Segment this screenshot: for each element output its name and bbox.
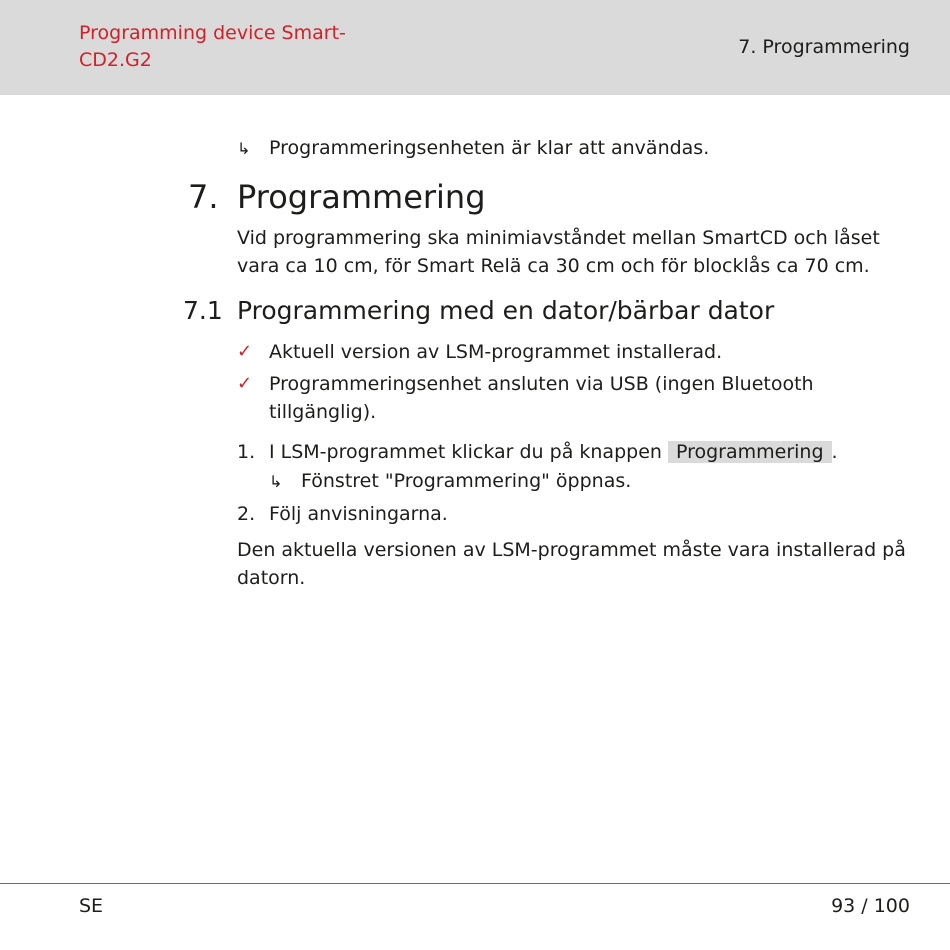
step-2 (237, 500, 917, 528)
section-7-paragraph: Vid programmering ska minimiavståndet mellan SmartCD och låset vara ca 10 cm, för Smart Relä ca 30 cm och för blocklås ca 70 cm. (237, 227, 880, 277)
checkmark-icon: ✓ (237, 341, 253, 362)
step-1 (237, 438, 917, 466)
header-section-label: 7. Programmering (738, 36, 910, 58)
section-71-title: Programmering med en dator/bärbar dator (237, 296, 775, 325)
prerequisite-item (237, 338, 857, 366)
section-7-title: Programmering (237, 178, 486, 216)
step-number: 1. (237, 441, 256, 463)
section-7-number: 7. (188, 178, 219, 216)
page-header (0, 0, 950, 95)
section-71-note: Den aktuella versionen av LSM-programmet måste vara installerad på datorn. (237, 539, 906, 589)
footer-divider (0, 883, 950, 884)
step-1-text: I LSM-programmet klickar du på knappen (269, 441, 668, 463)
step-2-text: Följ anvisningarna. (269, 503, 448, 525)
step-1-result (269, 469, 949, 494)
prerequisite-text: Aktuell version av LSM-programmet installerad. (269, 341, 723, 363)
step-number: 2. (237, 503, 256, 525)
prerequisite-item (237, 370, 857, 426)
intro-result-text: Programmeringsenheten är klar att användas. (269, 137, 710, 159)
footer-page-number: 93 / 100 (831, 895, 910, 917)
step-1-punctuation: . (831, 441, 838, 463)
footer-language: SE (79, 895, 104, 917)
section-71-number: 7.1 (183, 296, 223, 325)
programmering-button-label: Programmering (668, 441, 832, 463)
prerequisite-text: Programmeringsenhet ansluten via USB (ingen Bluetooth tillgänglig). (269, 373, 814, 423)
checkmark-icon: ✓ (237, 373, 253, 394)
intro-result (237, 136, 917, 161)
document-title: Programming device Smart-CD2.G2 (79, 22, 346, 71)
section-71-heading (183, 295, 774, 327)
step-1-result-text: Fönstret "Programmering" öppnas. (301, 470, 632, 492)
result-arrow-icon: ↳ (237, 139, 251, 158)
section-7-heading (188, 178, 486, 216)
result-arrow-icon: ↳ (269, 472, 283, 491)
